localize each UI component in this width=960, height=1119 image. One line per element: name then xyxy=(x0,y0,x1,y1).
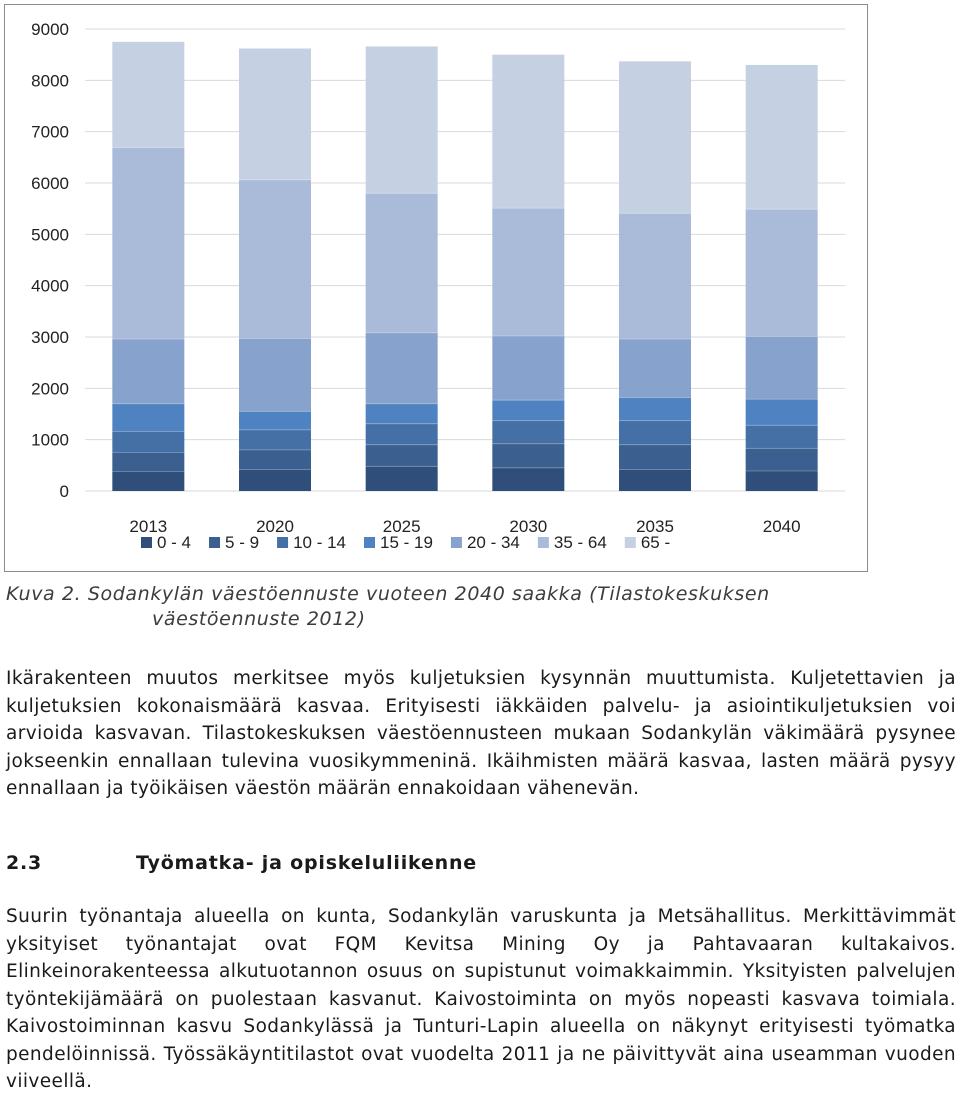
y-tick-label: 6000 xyxy=(31,174,69,193)
y-tick-label: 8000 xyxy=(31,71,69,91)
bar-segment xyxy=(239,469,311,491)
bar-segment xyxy=(239,339,311,412)
chart-canvas xyxy=(5,5,867,571)
population-forecast-chart xyxy=(4,4,868,572)
legend-swatch xyxy=(141,537,152,548)
bar-segment xyxy=(492,444,564,468)
bar-segment xyxy=(366,46,438,193)
x-tick-label: 2030 xyxy=(509,517,548,536)
bar-segment xyxy=(112,431,184,452)
x-tick-label: 2035 xyxy=(636,517,674,536)
section-heading xyxy=(6,852,477,874)
y-tick-label: 2000 xyxy=(31,379,69,399)
caption-line-1: Kuva 2. Sodankylän väestöennuste vuoteen 2040 saakka (Tilastokeskuksen xyxy=(6,583,770,605)
x-tick-label: 2025 xyxy=(382,517,421,536)
legend-label: 65 - xyxy=(640,533,671,552)
bar-segment xyxy=(366,424,438,445)
bar-segment xyxy=(746,336,818,399)
bar-segment xyxy=(112,453,184,472)
y-tick-label: 9000 xyxy=(31,20,69,39)
bar-segment xyxy=(239,49,311,180)
bar-segment xyxy=(492,400,564,421)
bar-segment xyxy=(619,398,691,421)
legend-swatch xyxy=(209,537,220,548)
bar-segment xyxy=(112,42,184,148)
y-tick-label: 7000 xyxy=(31,122,69,142)
bar-segment xyxy=(239,430,311,450)
section-title: Työmatka- ja opiskeluliikenne xyxy=(136,852,477,874)
bar-segment xyxy=(239,180,311,339)
bar-segment xyxy=(366,466,438,491)
legend-label: 10 - 14 xyxy=(293,533,346,552)
y-tick-label: 1000 xyxy=(31,430,69,450)
y-tick-label: 4000 xyxy=(31,276,69,296)
bar-segment xyxy=(366,404,438,424)
x-tick-label: 2040 xyxy=(762,517,801,536)
bar-segment xyxy=(112,339,184,404)
legend-label: 5 - 9 xyxy=(225,533,260,552)
bar-segment xyxy=(492,208,564,336)
legend-label: 35 - 64 xyxy=(553,533,607,552)
body-paragraph-1: Ikärakenteen muutos merkitsee myös kuljetuksien kysynnän muuttumista. Kuljetettavien ja kuljetuksien kokonaismäärä kasvaa. Erityisesti iäkkäiden palvelu- ja asiointikuljetuksien voi arvioida kasvavan. Tilastokeskuksen väestöennusteen mukaan Sodankylän väkimäärä pysynee jokseenkin ennallaan tulevina vuosikymmeninä. Ikäihmisten määrä kasvaa, lasten määrä pysyy ennallaan ja työikäisen väestön määrän ennakoidaan vähenevän. xyxy=(6,668,956,799)
bar-segment xyxy=(366,193,438,333)
bar-segment xyxy=(746,399,818,425)
body-paragraph-2: Suurin työnantaja alueella on kunta, Sodankylän varuskunta ja Metsähallitus. Merkittävimmät yksityiset työnantajat ovat FQM Kevitsa Mining Oy ja Pahtavaaran kultakaivos. Elinkeinorakenteessa alkutuotannon osuus on supistunut voimakkaimmin. Yksityisten palvelujen työntekijämäärä on puolestaan kasvanut. Kaivostoiminta on myös nopeasti kasvava toimiala. Kaivostoiminnan kasvu Sodankylässä ja Tunturi-Lapin alueella on näkynyt erityisesti työmatka pendelöinnissä. Työssäkäyntitilastot ovat vuodelta 2011 ja ne päivittyvät aina useamman vuoden viiveellä. xyxy=(6,906,956,1092)
bar-segment xyxy=(619,61,691,213)
bar-segment xyxy=(112,148,184,339)
bar-segment xyxy=(492,468,564,491)
x-tick-label: 2020 xyxy=(256,517,294,536)
section-number: 2.3 xyxy=(6,852,43,874)
bar-segment xyxy=(746,471,818,491)
bar-segment xyxy=(112,404,184,432)
bar-segment xyxy=(492,336,564,400)
legend-label: 15 - 19 xyxy=(380,533,433,552)
bar-segment xyxy=(492,421,564,444)
bar-segment xyxy=(746,209,818,336)
y-tick-label: 3000 xyxy=(31,328,69,347)
bar-segment xyxy=(366,445,438,467)
bar-segment xyxy=(619,213,691,339)
bar-segment xyxy=(746,425,818,448)
x-tick-label: 2013 xyxy=(129,517,168,536)
bar-segment xyxy=(366,333,438,404)
bar-segment xyxy=(239,450,311,470)
bar-segment xyxy=(619,421,691,445)
y-tick-label: 5000 xyxy=(31,225,69,245)
y-tick-label: 0 xyxy=(59,482,69,501)
legend-swatch xyxy=(625,537,636,548)
legend-label: 20 - 34 xyxy=(466,533,520,552)
bar-segment xyxy=(619,445,691,470)
legend-swatch xyxy=(451,537,462,548)
legend-label: 0 - 4 xyxy=(157,533,192,552)
bar-segment xyxy=(492,55,564,208)
bar-segment xyxy=(239,411,311,429)
bar-segment xyxy=(746,448,818,471)
legend-swatch xyxy=(364,537,375,548)
legend-swatch xyxy=(277,537,288,548)
bar-segment xyxy=(619,469,691,491)
legend-swatch xyxy=(538,537,549,548)
bar-segment xyxy=(746,65,818,209)
bar-segment xyxy=(112,471,184,491)
caption-line-2: väestöennuste 2012) xyxy=(152,608,366,630)
figure-caption xyxy=(6,582,866,632)
bar-segment xyxy=(619,339,691,398)
